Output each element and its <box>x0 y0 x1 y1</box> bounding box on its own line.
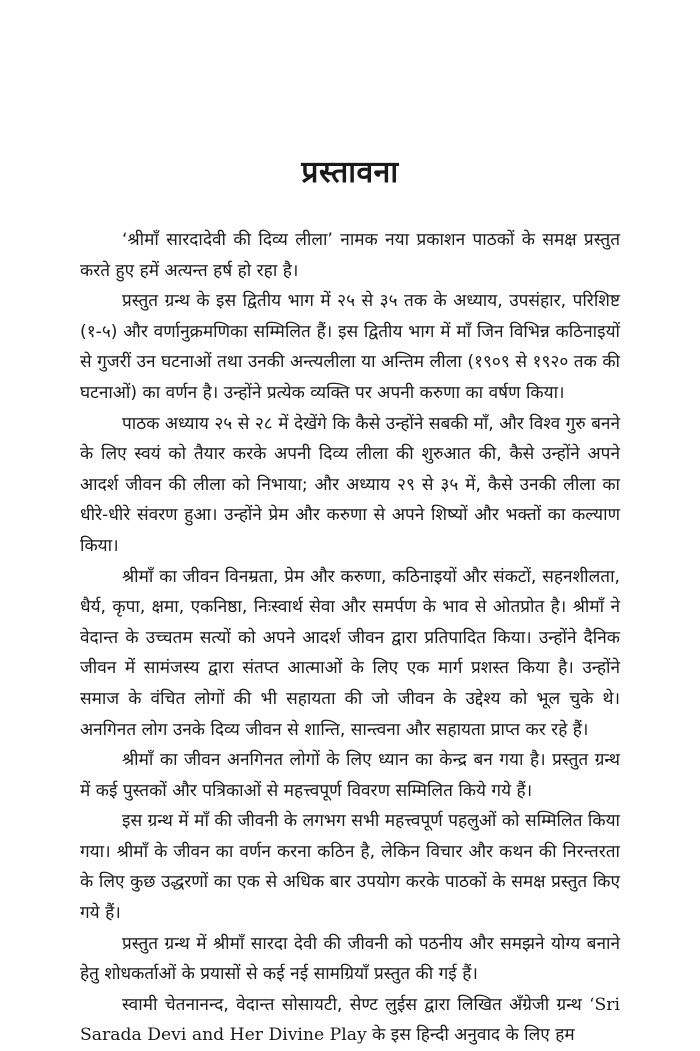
page-title: प्रस्तावना <box>301 155 399 190</box>
paragraph: पाठक अध्याय २५ से २८ में देखेंगे कि कैसे उन्होंने सबकी माँ, और विश्व गुरु बनने के लिए स्वयं को तैयार करके अपनी दिव्य लीला की शुरुआत की, कैसे उन्होंने अपने आदर्श जीवन की लीला को निभाया; और अध्याय २९ से ३५ में, कैसे उनकी लीला का धीरे-धीरे संवरण हुआ। उन्होंने प्रेम और करुणा से अपने शिष्यों और भक्तों का कल्याण किया। <box>80 413 620 556</box>
body-text <box>80 225 620 1051</box>
paragraph: प्रस्तुत ग्रन्थ में श्रीमाँ सारदा देवी की जीवनी को पठनीय और समझने योग्य बनाने हेतु शोधकर्ताओं के प्रयासों से कई नई सामग्रियाँ प्रस्तुत की गई हैं। <box>80 933 620 985</box>
paragraph: इस ग्रन्थ में माँ की जीवनी के लगभग सभी महत्त्वपूर्ण पहलुओं को सम्मिलित किया गया। श्रीमाँ के जीवन का वर्णन करना कठिन है, लेकिन विचार और कथन की निरन्तरता के लिए कुछ उद्धरणों का एक से अधिक बार उपयोग करके पाठकों के समक्ष प्रस्तुत किए गये हैं। <box>80 811 620 924</box>
paragraph: प्रस्तुत ग्रन्थ के इस द्वितीय भाग में २५ से ३५ तक के अध्याय, उपसंहार, परिशिष्ट (१-५) और वर्णानुक्रमणिका सम्मिलित हैं। इस द्वितीय भाग में माँ जिन विभिन्न कठिनाइयों से गुजरीं उन घटनाओं तथा उनकी अन्त्यलीला या अन्तिम लीला (१९०९ से १९२० तक की घटनाओं) का वर्णन है। उन्होंने प्रत्येक व्यक्ति पर अपनी करुणा का वर्षण किया। <box>80 291 620 403</box>
paragraph: ‘श्रीमाँ सारदादेवी की दिव्य लीला’ नामक नया प्रकाशन पाठकों के समक्ष प्रस्तुत करते हुए हमें अत्यन्त हर्ष हो रहा है। <box>80 230 620 281</box>
paragraph-last <box>80 990 620 1051</box>
paragraph: श्रीमाँ का जीवन विनम्रता, प्रेम और करुणा, कठिनाइयों और संकटों, सहनशीलता, धैर्य, कृपा, क्षमा, एकनिष्ठा, निःस्वार्थ सेवा और समर्पण के भाव से ओतप्रोत है। श्रीमाँ ने वेदान्त के उच्चतम सत्यों को अपने आदर्श जीवन द्वारा प्रतिपादित किया। उन्होंने दैनिक जीवन में सामंजस्य द्वारा संतप्त आत्माओं के लिए एक मार्ग प्रशस्त किया है। उन्होंने समाज के वंचित लोगों की भी सहायता की जो जीवन के उद्देश्य को भूल चुके थे। अनगिनत लोग उनके दिव्य जीवन से शान्ति, सान्त्वना और सहायता प्राप्त कर रहे हैं। <box>80 566 620 740</box>
book-title: ‘Sri Sarada Devi and Her Divine Play <box>80 994 620 1046</box>
paragraph-text: स्वामी चेतनानन्द, वेदान्त सोसायटी, सेण्ट लुईस द्वारा लिखित अँग्रेजी ग्रन्थ <box>122 994 590 1015</box>
paragraph: श्रीमाँ का जीवन अनगिनत लोगों के लिए ध्यान का केन्द्र बन गया है। प्रस्तुत ग्रन्थ में कई पुस्तकों और पत्रिकाओं से महत्त्वपूर्ण विवरण सम्मिलित किये गये हैं। <box>80 750 620 801</box>
paragraph-text: के इस हिन्दी अनुवाद के लिए हम <box>366 1025 575 1046</box>
